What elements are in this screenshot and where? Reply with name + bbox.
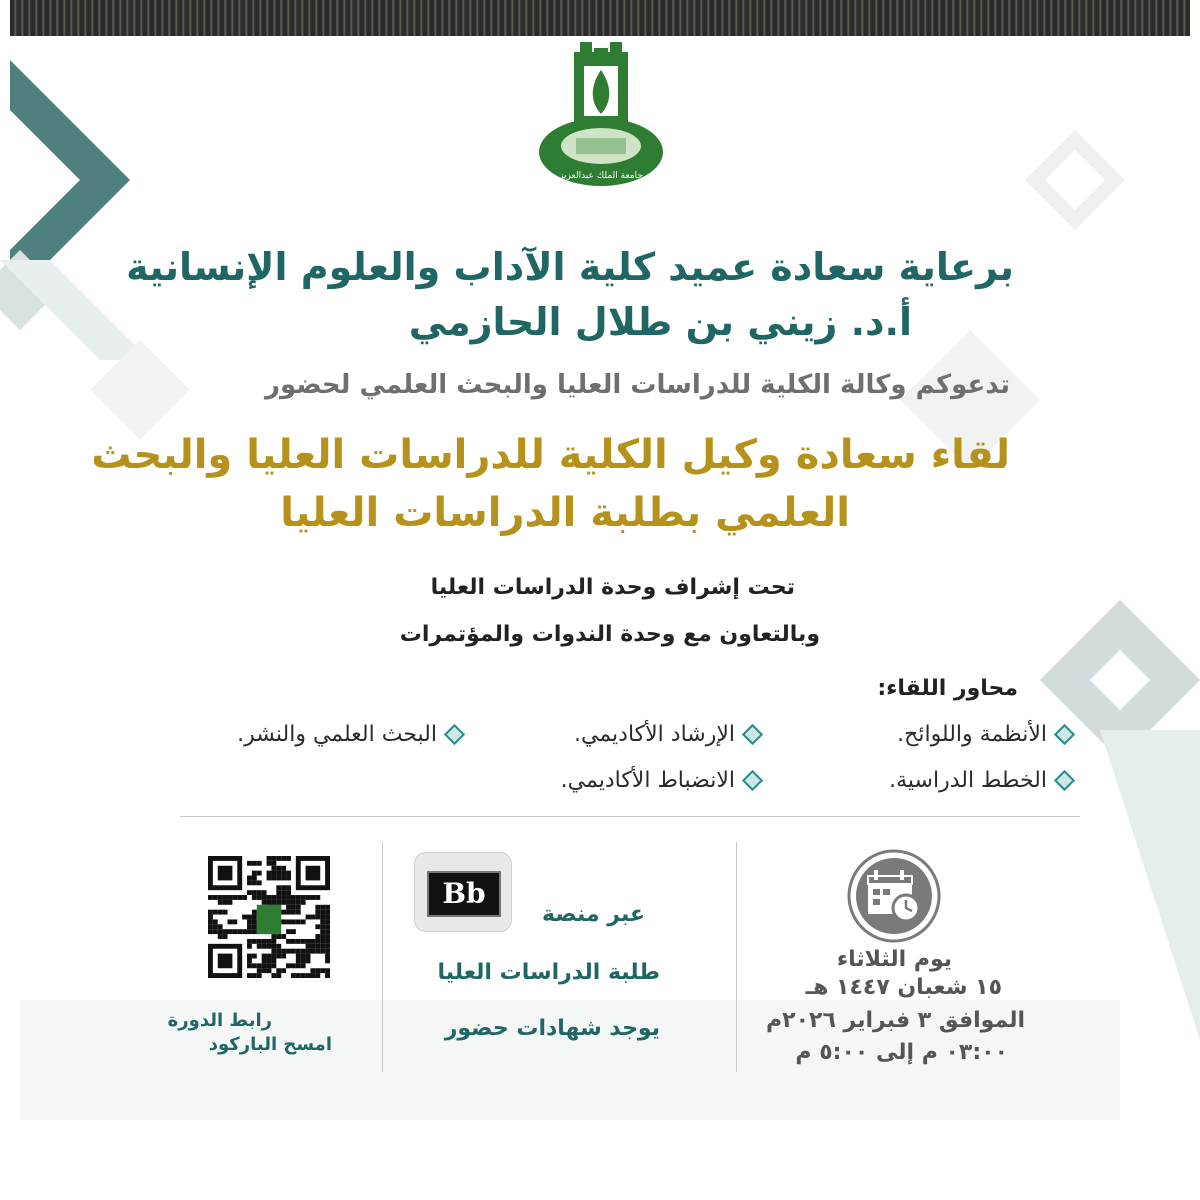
event-time: ٠٣:٠٠ م إلى ٥:٠٠ م [795,1040,1008,1065]
topics-heading: محاور اللقاء: [877,676,1018,701]
blackboard-logo [414,852,512,932]
platform-audience: طلبة الدراسات العليا [437,960,660,985]
gregorian-date: الموافق ٣ فبراير ٢٠٢٦م [766,1008,1025,1033]
diamond-bullet-icon [1054,724,1075,745]
diamond-bullet-icon [444,724,465,745]
column-divider [382,842,383,1072]
hijri-date: ١٥ شعبان ١٤٤٧ هـ [805,975,1002,1000]
section-divider [180,816,1080,817]
column-divider [736,842,737,1072]
event-title-line2: العلمي بطلبة الدراسات العليا [280,490,850,536]
patronage-line: برعاية سعادة عميد كلية الآداب والعلوم الإنسانية [126,245,1014,289]
diamond-bullet-icon [1054,770,1075,791]
qr-code[interactable] [208,856,330,978]
event-day: يوم الثلاثاء [836,947,952,972]
invitation-line: تدعوكم وكالة الكلية للدراسات العليا والبحث العلمي لحضور [265,370,1010,400]
event-title-line1: لقاء سعادة وكيل الكلية للدراسات العليا والبحث [91,432,1010,478]
svg-text:جامعة الملك عبدالعزيز: جامعة الملك عبدالعزيز [559,171,643,181]
topic-item: البحث العلمي والنشر. [237,722,462,747]
certificates-note: يوجد شهادات حضور [444,1016,660,1041]
topic-item: الإرشاد الأكاديمي. [574,722,760,747]
top-border-band [10,0,1190,36]
diamond-bullet-icon [742,724,763,745]
calendar-clock-icon [846,848,942,944]
diamond-bullet-icon [742,770,763,791]
supervision-line: تحت إشراف وحدة الدراسات العليا [430,575,795,600]
cooperation-line: وبالتعاون مع وحدة الندوات والمؤتمرات [399,622,820,647]
topic-item: الانضباط الأكاديمي. [561,768,760,793]
topic-item: الخطط الدراسية. [889,768,1072,793]
blackboard-logo-mark: Bb [427,871,501,917]
university-logo [536,42,666,192]
dean-name: أ.د. زيني بن طلال الحازمي [408,300,912,344]
scan-barcode-label: امسح الباركود [208,1034,332,1055]
course-link-label: رابط الدورة [167,1010,272,1031]
topic-item: الأنظمة واللوائح. [897,722,1072,747]
platform-via: عبر منصة [542,902,645,927]
